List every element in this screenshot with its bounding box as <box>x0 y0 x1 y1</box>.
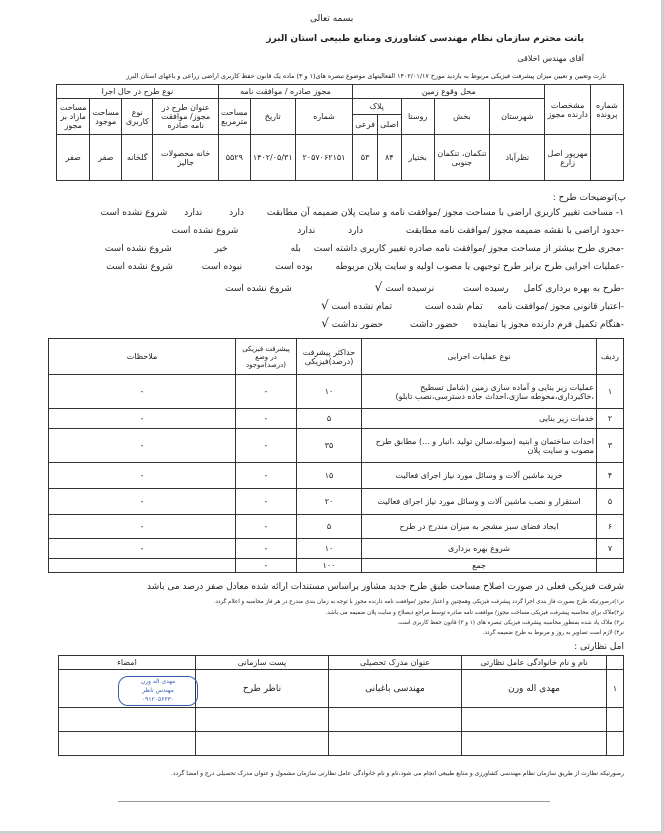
expl-line-6 <box>321 298 624 312</box>
expl-line-7 <box>321 316 624 330</box>
ops-h-op: نوع عملیات اجرایی <box>362 339 597 375</box>
l1-lead: ۱- مساحت تغییر کاربری اراضی با مساحت مجوز /موافقت نامه و سایت پلان ضمیمه آن مطابقت <box>266 208 624 218</box>
ops-note: - <box>49 375 236 409</box>
note-2: نر۲)ملاک برای محاسبه پیشرفت فیزیکی مساحت مجوز/ موافقت نامه صادره توسط مراجع ذیصلاح و سایت پلان ضمیمه می باشد. <box>325 610 624 616</box>
stamp-line-1: مهدی اله ورن <box>140 678 176 685</box>
ops-note: - <box>49 489 236 515</box>
l2-lead: -حدود اراضی با نقشه ضمیمه مجوز /موافقت نامه مطابقت <box>405 226 624 236</box>
h-village: روستا <box>401 99 434 135</box>
cell-area-extra: صفر <box>57 135 90 181</box>
table-row <box>49 375 624 409</box>
l7-check: √ <box>321 316 329 330</box>
ops-op: استقرار و نصب ماشین آلات و وسائل مورد نیاز اجرای فعالیت <box>362 489 597 515</box>
staff-h-sign: امضاء <box>59 656 196 670</box>
cell-district: تنکمان، تنکمان جنوبی <box>434 135 489 181</box>
l3-lead: -مجری طرح بیشتر از مساحت مجوز /موافقت نامه صادره تغییر کاربری داشته است <box>313 244 624 254</box>
total-row <box>49 559 624 573</box>
ops-op: خرید ماشین آلات و وسائل مورد نیاز اجرای فعالیت <box>362 463 597 489</box>
table-row <box>49 515 624 539</box>
staff-h-post: پست سازمانی <box>196 656 329 670</box>
ops-no: ۳ <box>597 429 624 463</box>
staff-row-no: ۱ <box>607 670 624 708</box>
h-main-plaque: اصلی <box>378 115 402 135</box>
table-row <box>49 463 624 489</box>
l6-lead: -اعتبار قانونی مجوز /موافقت نامه <box>497 302 624 312</box>
ops-op: شروع بهره برداری <box>362 539 597 559</box>
ops-max: ۱۰ <box>297 375 362 409</box>
expl-line-1 <box>101 208 624 218</box>
staff-name: مهدی اله ورن <box>462 670 607 708</box>
expl-line-5 <box>225 280 624 294</box>
cell-date: ۱۴۰۲/۰۵/۳۱ <box>250 135 295 181</box>
h-district: بخش <box>434 99 489 135</box>
ops-max: ۵ <box>297 409 362 429</box>
h-sub-plaque: فرعی <box>353 115 378 135</box>
ops-op: خدمات زیر بنایی <box>362 409 597 429</box>
h-date: تاریخ <box>250 99 295 135</box>
note-4: نر۴) لازم است تصاویر به روز و مربوط به طرح ضمیمه گردد. <box>482 630 624 636</box>
h-usage: نوع کاربری <box>122 99 153 135</box>
signature-stamp <box>118 676 198 706</box>
main-info-table <box>56 84 624 181</box>
ops-prog: - <box>236 409 297 429</box>
basmala: بسمه تعالی <box>310 14 354 24</box>
cell-main-plaque: ۸۴ <box>378 135 402 181</box>
attention: آقای مهندس اخلاقی <box>517 54 584 63</box>
h-area-m: مساحت مترمربع <box>218 99 250 135</box>
h-type: نوع طرح در حال اجرا <box>57 85 219 99</box>
cell-title: خانه محصولات جالیز <box>153 135 218 181</box>
ops-prog: - <box>236 429 297 463</box>
cell-area: ۵۵۲۹ <box>218 135 250 181</box>
ops-max: ۲۰ <box>297 489 362 515</box>
ops-prog: - <box>236 375 297 409</box>
inspector-heading: امل نظارتی : <box>574 642 624 652</box>
ops-no: ۴ <box>597 463 624 489</box>
l5-a: رسیده است <box>463 284 509 294</box>
cell-owner: مهرپور اصل زارع <box>545 135 590 181</box>
l3-b: خیر <box>214 244 228 254</box>
l4-b: نبوده است <box>201 262 243 272</box>
ops-total-label: جمع <box>362 559 597 573</box>
l5-c: شروع نشده است <box>225 284 292 294</box>
ops-note: - <box>49 515 236 539</box>
l7-a: حضور داشت <box>410 320 459 330</box>
table-row <box>49 409 624 429</box>
ops-max: ۵ <box>297 515 362 539</box>
l5-lead: -طرح به بهره برداری کامل <box>523 284 624 294</box>
h-plaque: پلاک <box>353 99 401 115</box>
h-permit: مجوز صادره / موافقت نامه <box>218 85 352 99</box>
staff-degree: مهندسی باغبانی <box>329 670 462 708</box>
l1-c: شروع نشده است <box>100 208 168 218</box>
ops-prog: - <box>236 463 297 489</box>
h-number: شماره <box>295 99 352 135</box>
expl-line-3 <box>105 244 624 254</box>
note-main: شرفت فیزیکی فعلی در صورت اصلاح مساحت طبق طرح جدید مشاور براساس مستندات ارائه شده معادل صفر درصد می باشد <box>146 582 624 592</box>
staff-h-degree: عنوان مدرک تحصیلی <box>329 656 462 670</box>
l4-lead: -عملیات اجرایی طرح برابر طرح توجیهی یا مصوب اولیه و سایت پلان مربوطه <box>335 262 624 272</box>
h-area-exist: مساحت موجود <box>90 99 122 135</box>
cell-county: نظرآباد <box>490 135 545 181</box>
explanations-heading: پ)توضیحات طرح : <box>552 193 626 203</box>
h-county: شهرستان <box>490 99 545 135</box>
l1-b: ندارد <box>184 208 203 218</box>
ops-h-row: ردیف <box>597 339 624 375</box>
ops-op: احداث ساختمان و ابنیه (سوله،سالن تولید ،انبار و ...) مطابق طرح مصوب و سایت پلان <box>362 429 597 463</box>
l5-b: نرسیده است <box>385 284 435 294</box>
expl-line-2 <box>172 226 624 236</box>
staff-post: ناظر طرح <box>196 670 329 708</box>
ops-max: ۱۵ <box>297 463 362 489</box>
ops-op: عملیات زیر بنایی و آماده سازی زمین (شامل تسطیح ،خاکبرداری،محوطه سازی،احداث جاده دسترسی،نصب تابلو) <box>362 375 597 409</box>
ops-h-prog: پیشرفت فیزیکی در وضع (درصد)موجود <box>236 339 297 375</box>
l1-a: دارد <box>229 208 245 218</box>
l4-c: شروع نشده است <box>106 262 173 272</box>
cell-file-no <box>590 135 623 181</box>
l7-lead: -هنگام تکمیل فرم دارنده مجوز یا نماینده <box>473 320 624 330</box>
ops-max: ۱۰ <box>297 539 362 559</box>
ops-prog: - <box>236 489 297 515</box>
table-row <box>49 539 624 559</box>
cell-area-exist: صفر <box>90 135 122 181</box>
ops-no: ۲ <box>597 409 624 429</box>
l6-check: √ <box>320 298 329 312</box>
note-3: نر۳) ملاک یاد شده بمنظور محاسبه پیشرفت فیزیکی تبصره های (۱ و ۳) قانون حفظ کاربری است. <box>397 620 624 626</box>
l2-b: ندارد <box>297 226 316 236</box>
ops-no: ۶ <box>597 515 624 539</box>
ops-total-prog: - <box>236 559 297 573</box>
h-location: محل وقوع زمین <box>353 85 545 99</box>
footer-divider <box>118 801 550 802</box>
operations-table <box>48 338 624 573</box>
ops-max: ۳۵ <box>297 429 362 463</box>
h-file-no: شماره پرونده <box>590 85 623 135</box>
ops-no: ۵ <box>597 489 624 515</box>
cell-usage: گلخانه <box>122 135 153 181</box>
l4-a: بوده است <box>274 262 313 272</box>
ops-prog: - <box>236 539 297 559</box>
stamp-line-3: ۰۹۱۲۰۵۶۳۳۰ <box>141 696 175 703</box>
l3-c: شروع نشده است <box>104 244 172 254</box>
table-row <box>49 429 624 463</box>
ops-no: ۷ <box>597 539 624 559</box>
table-row <box>49 489 624 515</box>
l2-a: دارد <box>348 226 364 236</box>
l5-check: √ <box>374 280 383 294</box>
ops-h-notes: ملاحظات <box>49 339 236 375</box>
l6-b: تمام نشده است <box>331 302 393 312</box>
cell-number: ۲۰۵۷۰۶۲۱۵۱ <box>295 135 352 181</box>
l7-b: حضور نداشت <box>331 320 384 330</box>
ops-total-max: ۱۰۰ <box>297 559 362 573</box>
intro-text: نارت وتعیین و تعیین میزان پیشرفت فیزیکی مربوط به بازدید مورخ ۱۴۰۲/۰۱/۱۷ الفعالیتهای موضوع تبصره های(۱ و ۳) ماده یک قانون حفظ کاربری اراضی زراعی و باغهای استان البرز <box>126 72 606 80</box>
footer-text: رصورتیکه نظارت از طریق سازمان نظام مهندسی کشاورزی و منابع طبیعی انجام می شود،نام و نام خانوادگی عامل نظارتی سازمان مشمول و عنوان مدرک تحصیلی درج و امضا گردد. <box>170 770 624 777</box>
ops-op: ایجاد فضای سبز مشجر به میزان مندرج در طرح <box>362 515 597 539</box>
ops-note: - <box>49 409 236 429</box>
addressee: باتت محترم سازمان نظام مهندسی کشاورزی ومنابع طبیعی استان البرز <box>266 34 584 44</box>
ops-note: - <box>49 539 236 559</box>
ops-note: - <box>49 463 236 489</box>
l6-a: تمام شده است <box>425 302 483 312</box>
l2-c: شروع نشده است <box>171 226 239 236</box>
h-area-extra: مساحت مازاد بر مجوز <box>57 99 90 135</box>
l3-a: بله <box>290 244 301 254</box>
staff-h-name: نام و نام خانوادگی عامل نظارتی <box>462 656 607 670</box>
stamp-line-2: مهندس ناظر <box>142 687 174 694</box>
ops-no: ۱ <box>597 375 624 409</box>
note-1: نر۱)درصورتیکه طرح بصورت فاز بندی اجرا گردد پیشرفت فیزیکی وهمچنین و اعتبار مجوز /موافقت نامه دارنده مجوز با توجه به زمان بندی مندرج در هر فاز محاسبه و اعلام گردد. <box>213 599 624 605</box>
h-owner: مشخصات دارنده مجوز <box>545 85 590 135</box>
ops-note: - <box>49 429 236 463</box>
cell-sub-plaque: ۵۳ <box>353 135 378 181</box>
cell-village: بختیار <box>401 135 434 181</box>
expl-line-4 <box>106 262 624 272</box>
ops-h-max: حداکثر پیشرفت (درصد)فیزیکی <box>297 339 362 375</box>
h-title: عنوان طرح در مجوز/ موافقت نامه صادره <box>153 99 218 135</box>
ops-prog: - <box>236 515 297 539</box>
